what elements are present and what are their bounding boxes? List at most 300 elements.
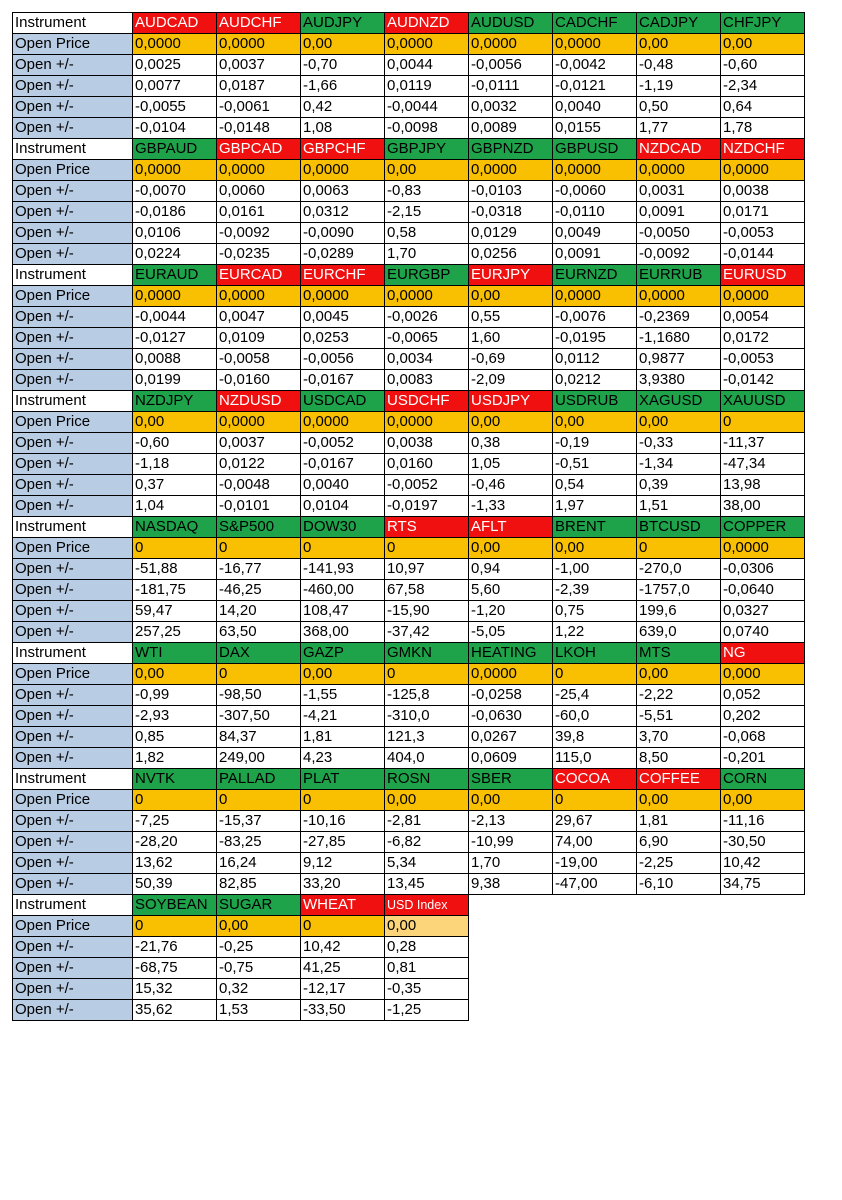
open-delta-cell: 1,82 xyxy=(133,748,217,769)
open-delta-cell: 1,08 xyxy=(301,118,385,139)
instrument-name-cell: USDCHF xyxy=(385,391,469,412)
open-price-cell: 0 xyxy=(133,538,217,559)
open-delta-cell: 0,0031 xyxy=(637,181,721,202)
open-price-cell: 0 xyxy=(385,664,469,685)
instrument-label: Instrument xyxy=(13,895,133,916)
open-delta-cell: 0,0032 xyxy=(469,97,553,118)
instrument-name-cell: NZDCHF xyxy=(721,139,805,160)
open-delta-row xyxy=(13,958,469,979)
open-delta-row xyxy=(13,580,805,601)
instrument-name-cell: USD Index xyxy=(385,895,469,916)
open-delta-row xyxy=(13,475,805,496)
open-delta-cell: 5,60 xyxy=(469,580,553,601)
open-delta-cell: 0,32 xyxy=(217,979,301,1000)
open-delta-cell: -2,15 xyxy=(385,202,469,223)
open-price-cell: 0,00 xyxy=(721,34,805,55)
open-delta-cell: 0,0155 xyxy=(553,118,637,139)
instrument-label: Instrument xyxy=(13,391,133,412)
open-price-cell: 0,00 xyxy=(385,916,469,937)
open-delta-cell: 0,0160 xyxy=(385,454,469,475)
open-price-cell: 0 xyxy=(301,538,385,559)
instrument-name-cell: BTCUSD xyxy=(637,517,721,538)
open-delta-cell: 121,3 xyxy=(385,727,469,748)
instrument-header-row xyxy=(13,895,469,916)
open-price-cell: 0,0000 xyxy=(553,160,637,181)
open-delta-cell: 1,81 xyxy=(301,727,385,748)
open-price-cell: 0,0000 xyxy=(385,412,469,433)
instrument-block xyxy=(12,264,805,391)
open-delta-cell: 0,55 xyxy=(469,307,553,328)
open-delta-cell: -6,10 xyxy=(637,874,721,895)
open-delta-cell: -0,0142 xyxy=(721,370,805,391)
open-delta-cell: -21,76 xyxy=(133,937,217,958)
open-delta-label: Open +/- xyxy=(13,328,133,349)
open-delta-cell: 0,0109 xyxy=(217,328,301,349)
open-delta-label: Open +/- xyxy=(13,685,133,706)
open-price-cell: 0,0000 xyxy=(301,160,385,181)
open-delta-cell: 0,0040 xyxy=(553,97,637,118)
open-delta-row xyxy=(13,307,805,328)
open-delta-cell: 0,0256 xyxy=(469,244,553,265)
open-delta-cell: 10,42 xyxy=(301,937,385,958)
open-delta-cell: 0,0112 xyxy=(553,349,637,370)
open-delta-cell: -0,0160 xyxy=(217,370,301,391)
open-delta-cell: -2,39 xyxy=(553,580,637,601)
open-delta-cell: -0,48 xyxy=(637,55,721,76)
open-delta-row xyxy=(13,727,805,748)
open-price-cell: 0,00 xyxy=(637,412,721,433)
open-delta-label: Open +/- xyxy=(13,874,133,895)
open-delta-cell: 0,28 xyxy=(385,937,469,958)
open-delta-cell: 0,0054 xyxy=(721,307,805,328)
open-delta-cell: -1,34 xyxy=(637,454,721,475)
open-price-cell: 0,0000 xyxy=(637,160,721,181)
open-delta-cell: 0,0740 xyxy=(721,622,805,643)
open-delta-cell: -0,0110 xyxy=(553,202,637,223)
open-delta-cell: 0,0025 xyxy=(133,55,217,76)
open-price-cell: 0,0000 xyxy=(217,34,301,55)
open-delta-cell: -19,00 xyxy=(553,853,637,874)
open-delta-cell: 404,0 xyxy=(385,748,469,769)
instrument-name-cell: BRENT xyxy=(553,517,637,538)
open-delta-cell: -1757,0 xyxy=(637,580,721,601)
instrument-name-cell: GAZP xyxy=(301,643,385,664)
instrument-name-cell: GBPCHF xyxy=(301,139,385,160)
instrument-name-cell: AUDNZD xyxy=(385,13,469,34)
open-delta-cell: 639,0 xyxy=(637,622,721,643)
open-delta-cell: -0,0121 xyxy=(553,76,637,97)
instrument-name-cell: USDJPY xyxy=(469,391,553,412)
open-delta-cell: -0,0052 xyxy=(385,475,469,496)
instrument-label: Instrument xyxy=(13,769,133,790)
open-delta-cell: -1,25 xyxy=(385,1000,469,1021)
open-price-cell: 0,0000 xyxy=(301,412,385,433)
open-price-cell: 0 xyxy=(637,538,721,559)
open-price-cell: 0,00 xyxy=(133,412,217,433)
open-delta-cell: 0,0047 xyxy=(217,307,301,328)
open-delta-cell: 0,42 xyxy=(301,97,385,118)
open-delta-label: Open +/- xyxy=(13,979,133,1000)
open-delta-cell: -460,00 xyxy=(301,580,385,601)
open-delta-cell: -2,09 xyxy=(469,370,553,391)
open-delta-cell: 0,0267 xyxy=(469,727,553,748)
open-delta-cell: 3,9380 xyxy=(637,370,721,391)
open-delta-cell: 9,38 xyxy=(469,874,553,895)
open-delta-cell: -0,0056 xyxy=(301,349,385,370)
open-delta-label: Open +/- xyxy=(13,853,133,874)
instrument-label: Instrument xyxy=(13,517,133,538)
instrument-name-cell: EURNZD xyxy=(553,265,637,286)
instrument-name-cell: NG xyxy=(721,643,805,664)
instrument-name-cell: GBPNZD xyxy=(469,139,553,160)
instrument-name-cell: MTS xyxy=(637,643,721,664)
open-delta-label: Open +/- xyxy=(13,55,133,76)
open-delta-row xyxy=(13,832,805,853)
open-delta-cell: 10,97 xyxy=(385,559,469,580)
open-delta-cell: -0,2369 xyxy=(637,307,721,328)
open-delta-cell: 1,81 xyxy=(637,811,721,832)
open-delta-label: Open +/- xyxy=(13,496,133,517)
instrument-name-cell: AUDUSD xyxy=(469,13,553,34)
open-price-cell: 0,000 xyxy=(721,664,805,685)
open-delta-cell: -0,0098 xyxy=(385,118,469,139)
open-delta-cell: 368,00 xyxy=(301,622,385,643)
open-delta-cell: -27,85 xyxy=(301,832,385,853)
open-delta-row xyxy=(13,811,805,832)
open-delta-cell: 0,0037 xyxy=(217,433,301,454)
open-price-cell: 0 xyxy=(553,790,637,811)
instrument-block xyxy=(12,390,805,517)
open-delta-cell: 0,0077 xyxy=(133,76,217,97)
open-delta-row xyxy=(13,328,805,349)
open-delta-cell: -2,34 xyxy=(721,76,805,97)
open-delta-cell: -0,0167 xyxy=(301,370,385,391)
open-delta-cell: -0,0056 xyxy=(469,55,553,76)
open-delta-cell: 0,75 xyxy=(553,601,637,622)
instrument-header-row xyxy=(13,769,805,790)
open-price-cell: 0,00 xyxy=(637,790,721,811)
open-delta-cell: 0,50 xyxy=(637,97,721,118)
open-delta-cell: -1,19 xyxy=(637,76,721,97)
open-delta-cell: 0,0253 xyxy=(301,328,385,349)
open-delta-cell: -83,25 xyxy=(217,832,301,853)
open-price-cell: 0 xyxy=(217,790,301,811)
open-delta-cell: -0,0289 xyxy=(301,244,385,265)
instrument-label: Instrument xyxy=(13,643,133,664)
open-price-label: Open Price xyxy=(13,790,133,811)
open-delta-cell: -0,0050 xyxy=(637,223,721,244)
open-delta-cell: -0,0090 xyxy=(301,223,385,244)
open-price-cell: 0,0000 xyxy=(217,412,301,433)
open-delta-row xyxy=(13,244,805,265)
open-price-cell: 0 xyxy=(301,790,385,811)
instrument-name-cell: AUDJPY xyxy=(301,13,385,34)
open-delta-label: Open +/- xyxy=(13,76,133,97)
open-price-row xyxy=(13,790,805,811)
open-delta-row xyxy=(13,202,805,223)
open-delta-row xyxy=(13,706,805,727)
instrument-header-row xyxy=(13,517,805,538)
open-delta-row xyxy=(13,496,805,517)
open-price-row xyxy=(13,664,805,685)
instrument-name-cell: CORN xyxy=(721,769,805,790)
open-delta-cell: -30,50 xyxy=(721,832,805,853)
open-delta-cell: -1,66 xyxy=(301,76,385,97)
open-delta-cell: -0,0144 xyxy=(721,244,805,265)
instrument-name-cell: AFLT xyxy=(469,517,553,538)
instrument-name-cell: AUDCHF xyxy=(217,13,301,34)
open-delta-cell: 4,23 xyxy=(301,748,385,769)
instrument-header-row xyxy=(13,13,805,34)
open-delta-cell: -25,4 xyxy=(553,685,637,706)
open-delta-row xyxy=(13,748,805,769)
open-delta-cell: -0,0103 xyxy=(469,181,553,202)
instrument-name-cell: LKOH xyxy=(553,643,637,664)
instrument-name-cell: COCOA xyxy=(553,769,637,790)
open-price-label: Open Price xyxy=(13,286,133,307)
open-delta-cell: -0,0197 xyxy=(385,496,469,517)
open-delta-cell: 6,90 xyxy=(637,832,721,853)
open-delta-cell: -0,0127 xyxy=(133,328,217,349)
open-delta-cell: -0,0258 xyxy=(469,685,553,706)
open-delta-cell: -1,18 xyxy=(133,454,217,475)
instrument-name-cell: CHFJPY xyxy=(721,13,805,34)
instrument-name-cell: USDRUB xyxy=(553,391,637,412)
open-delta-cell: 0,0060 xyxy=(217,181,301,202)
open-delta-cell: 0,58 xyxy=(385,223,469,244)
open-delta-cell: -0,83 xyxy=(385,181,469,202)
open-delta-cell: -0,60 xyxy=(133,433,217,454)
open-delta-cell: 8,50 xyxy=(637,748,721,769)
open-delta-cell: -47,34 xyxy=(721,454,805,475)
open-delta-cell: 35,62 xyxy=(133,1000,217,1021)
open-delta-cell: 63,50 xyxy=(217,622,301,643)
open-price-cell: 0,00 xyxy=(553,538,637,559)
open-delta-row xyxy=(13,622,805,643)
open-delta-cell: 59,47 xyxy=(133,601,217,622)
open-delta-cell: 257,25 xyxy=(133,622,217,643)
open-delta-cell: 0,0106 xyxy=(133,223,217,244)
open-delta-row xyxy=(13,370,805,391)
open-delta-row xyxy=(13,97,805,118)
open-price-cell: 0,00 xyxy=(469,286,553,307)
instrument-name-cell: EURUSD xyxy=(721,265,805,286)
open-delta-label: Open +/- xyxy=(13,349,133,370)
instrument-name-cell: GBPUSD xyxy=(553,139,637,160)
open-delta-cell: -15,37 xyxy=(217,811,301,832)
open-delta-cell: 1,78 xyxy=(721,118,805,139)
open-delta-cell: 0,9877 xyxy=(637,349,721,370)
open-price-cell: 0,0000 xyxy=(721,160,805,181)
open-delta-cell: 1,70 xyxy=(385,244,469,265)
open-delta-cell: 0,0224 xyxy=(133,244,217,265)
open-delta-cell: -0,33 xyxy=(637,433,721,454)
open-delta-row xyxy=(13,874,805,895)
open-price-cell: 0,0000 xyxy=(469,34,553,55)
open-price-cell: 0,00 xyxy=(217,916,301,937)
open-delta-cell: -60,0 xyxy=(553,706,637,727)
open-delta-cell: 0,54 xyxy=(553,475,637,496)
open-delta-label: Open +/- xyxy=(13,706,133,727)
open-delta-cell: -0,0055 xyxy=(133,97,217,118)
instrument-name-cell: EURJPY xyxy=(469,265,553,286)
instrument-name-cell: EURRUB xyxy=(637,265,721,286)
open-delta-cell: -0,0044 xyxy=(133,307,217,328)
instrument-name-cell: NASDAQ xyxy=(133,517,217,538)
open-delta-cell: -1,20 xyxy=(469,601,553,622)
open-delta-cell: 0,0088 xyxy=(133,349,217,370)
instrument-name-cell: DOW30 xyxy=(301,517,385,538)
open-delta-cell: -47,00 xyxy=(553,874,637,895)
open-delta-label: Open +/- xyxy=(13,223,133,244)
open-delta-label: Open +/- xyxy=(13,958,133,979)
instrument-name-cell: AUDCAD xyxy=(133,13,217,34)
open-delta-cell: 0,0063 xyxy=(301,181,385,202)
instrument-name-cell: NVTK xyxy=(133,769,217,790)
open-delta-cell: -5,51 xyxy=(637,706,721,727)
open-delta-row xyxy=(13,76,805,97)
open-delta-cell: 0,0129 xyxy=(469,223,553,244)
open-delta-cell: 0,0089 xyxy=(469,118,553,139)
instrument-name-cell: EURCHF xyxy=(301,265,385,286)
open-delta-cell: -16,77 xyxy=(217,559,301,580)
open-delta-cell: -0,51 xyxy=(553,454,637,475)
open-price-cell: 0,0000 xyxy=(133,286,217,307)
instrument-block xyxy=(12,894,469,1021)
open-delta-cell: -0,0640 xyxy=(721,580,805,601)
open-delta-cell: 0,39 xyxy=(637,475,721,496)
open-delta-label: Open +/- xyxy=(13,475,133,496)
open-delta-cell: 0,0161 xyxy=(217,202,301,223)
open-delta-cell: -12,17 xyxy=(301,979,385,1000)
open-delta-cell: -0,0104 xyxy=(133,118,217,139)
open-delta-cell: -11,16 xyxy=(721,811,805,832)
open-delta-cell: 1,22 xyxy=(553,622,637,643)
instrument-name-cell: S&P500 xyxy=(217,517,301,538)
open-delta-cell: 41,25 xyxy=(301,958,385,979)
open-delta-cell: -6,82 xyxy=(385,832,469,853)
open-delta-cell: 3,70 xyxy=(637,727,721,748)
open-delta-cell: 10,42 xyxy=(721,853,805,874)
open-delta-cell: 9,12 xyxy=(301,853,385,874)
open-price-label: Open Price xyxy=(13,160,133,181)
instrument-name-cell: GBPJPY xyxy=(385,139,469,160)
open-price-cell: 0,0000 xyxy=(721,286,805,307)
open-price-cell: 0,0000 xyxy=(133,160,217,181)
open-price-label: Open Price xyxy=(13,412,133,433)
open-delta-label: Open +/- xyxy=(13,307,133,328)
instrument-block xyxy=(12,768,805,895)
open-price-cell: 0 xyxy=(217,538,301,559)
open-delta-label: Open +/- xyxy=(13,118,133,139)
open-price-label: Open Price xyxy=(13,664,133,685)
instrument-name-cell: HEATING xyxy=(469,643,553,664)
instrument-name-cell: GBPCAD xyxy=(217,139,301,160)
open-delta-row xyxy=(13,685,805,706)
open-delta-cell: -0,0042 xyxy=(553,55,637,76)
open-delta-cell: 0,64 xyxy=(721,97,805,118)
open-price-cell: 0 xyxy=(301,916,385,937)
instrument-block xyxy=(12,138,805,265)
instrument-name-cell: PLAT xyxy=(301,769,385,790)
open-price-cell: 0,0000 xyxy=(385,34,469,55)
open-price-cell: 0,0000 xyxy=(217,160,301,181)
open-delta-cell: 108,47 xyxy=(301,601,385,622)
open-delta-cell: 14,20 xyxy=(217,601,301,622)
open-delta-cell: -68,75 xyxy=(133,958,217,979)
open-delta-cell: 0,94 xyxy=(469,559,553,580)
open-delta-cell: 199,6 xyxy=(637,601,721,622)
open-delta-row xyxy=(13,349,805,370)
open-delta-cell: -15,90 xyxy=(385,601,469,622)
open-delta-cell: 5,34 xyxy=(385,853,469,874)
open-delta-cell: -0,75 xyxy=(217,958,301,979)
open-price-cell: 0,00 xyxy=(469,412,553,433)
open-delta-cell: -0,99 xyxy=(133,685,217,706)
open-delta-label: Open +/- xyxy=(13,97,133,118)
open-delta-cell: -5,05 xyxy=(469,622,553,643)
open-delta-label: Open +/- xyxy=(13,622,133,643)
open-delta-cell: 0,81 xyxy=(385,958,469,979)
instrument-name-cell: XAGUSD xyxy=(637,391,721,412)
forex-open-price-sheet xyxy=(12,12,805,1021)
open-delta-cell: -0,0044 xyxy=(385,97,469,118)
open-delta-cell: -2,81 xyxy=(385,811,469,832)
open-delta-cell: -0,70 xyxy=(301,55,385,76)
open-delta-cell: -0,25 xyxy=(217,937,301,958)
open-delta-cell: -1,1680 xyxy=(637,328,721,349)
open-delta-cell: -0,0076 xyxy=(553,307,637,328)
open-delta-row xyxy=(13,454,805,475)
open-delta-cell: -0,0052 xyxy=(301,433,385,454)
open-price-cell: 0,0000 xyxy=(637,286,721,307)
open-price-cell: 0,00 xyxy=(385,160,469,181)
open-price-cell: 0 xyxy=(133,916,217,937)
open-price-cell: 0,00 xyxy=(469,538,553,559)
instrument-name-cell: XAUUSD xyxy=(721,391,805,412)
open-delta-cell: -0,0101 xyxy=(217,496,301,517)
open-price-cell: 0,00 xyxy=(385,790,469,811)
instrument-block xyxy=(12,12,805,139)
open-delta-cell: -1,33 xyxy=(469,496,553,517)
open-delta-cell: -0,0306 xyxy=(721,559,805,580)
open-delta-cell: 1,60 xyxy=(469,328,553,349)
open-price-cell: 0,0000 xyxy=(469,664,553,685)
open-delta-cell: 1,51 xyxy=(637,496,721,517)
open-delta-cell: -0,0630 xyxy=(469,706,553,727)
open-delta-cell: -2,93 xyxy=(133,706,217,727)
instrument-header-row xyxy=(13,265,805,286)
open-delta-cell: 249,00 xyxy=(217,748,301,769)
open-delta-cell: -0,0061 xyxy=(217,97,301,118)
open-delta-cell: 0,0045 xyxy=(301,307,385,328)
open-delta-cell: -0,068 xyxy=(721,727,805,748)
open-delta-cell: -10,99 xyxy=(469,832,553,853)
open-delta-cell: -0,0111 xyxy=(469,76,553,97)
open-delta-label: Open +/- xyxy=(13,601,133,622)
open-delta-cell: -1,00 xyxy=(553,559,637,580)
open-delta-cell: 0,0037 xyxy=(217,55,301,76)
open-delta-cell: 0,0091 xyxy=(553,244,637,265)
open-delta-cell: -2,25 xyxy=(637,853,721,874)
instrument-name-cell: PALLAD xyxy=(217,769,301,790)
open-delta-cell: 13,45 xyxy=(385,874,469,895)
open-price-row xyxy=(13,412,805,433)
instrument-name-cell: RTS xyxy=(385,517,469,538)
open-delta-cell: 13,62 xyxy=(133,853,217,874)
open-price-cell: 0,00 xyxy=(637,664,721,685)
open-price-cell: 0,00 xyxy=(301,34,385,55)
